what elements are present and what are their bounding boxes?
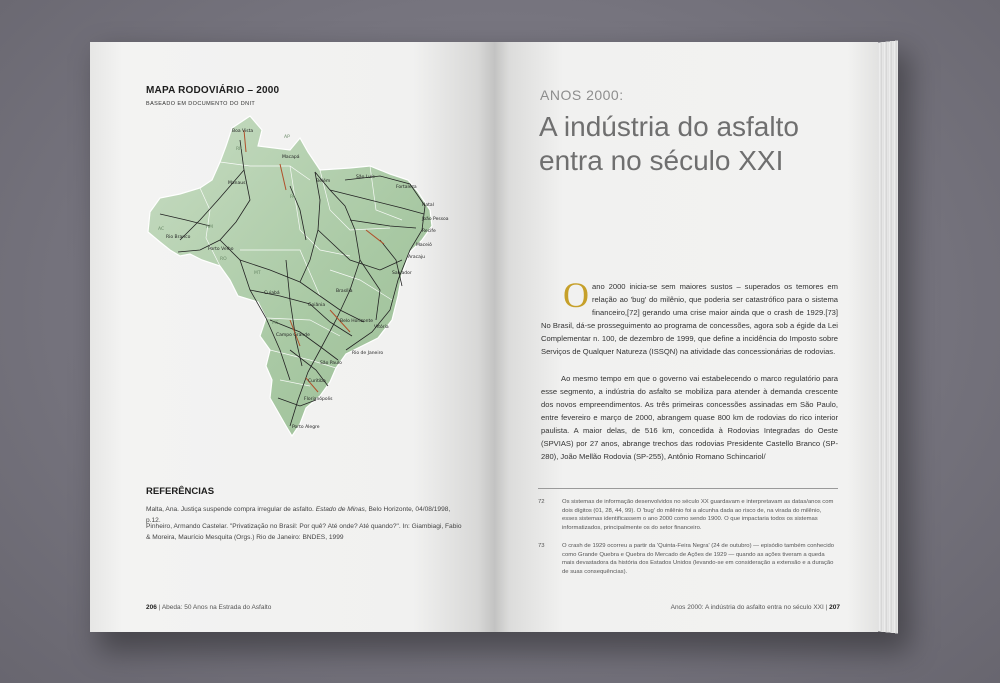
running-title-left: Abeda: 50 Anos na Estrada do Asfalto — [161, 604, 272, 611]
map-label-goiania: Goiânia — [308, 303, 326, 308]
map-label-fortaleza: Fortaleza — [396, 185, 417, 190]
map-label-campo-grande: Campo Grande — [276, 333, 310, 338]
reference-item: Malta, Ana. Justiça suspende compra irregular de asfalto. Estado de Minas, Belo Horizonte, 04/08/1998, p.12. — [146, 506, 451, 524]
map-label-boa-vista: Boa Vista — [232, 129, 254, 134]
map-label-rr: RR — [236, 147, 243, 152]
map-label-manaus: Manaus — [228, 181, 246, 186]
map-label-vitoria: Vitória — [374, 325, 389, 330]
paragraph-1: Oano 2000 inicia-se sem maiores sustos – superados os temores em relação ao 'bug' do milênio, que poderia ser catastrófico para o sistema financeiro,[72] gerando uma crise maior ainda que o crash de 1929.[73] No Brasil, dá-se prosseguimento ao programa de concessões, agora sob a égide da Lei Complementar n. 100, de dezembro de 1999, que define a incidência do Imposto sobre Serviços de Qualquer Natureza (ISSQN) na atividade das concessionárias de rodovias. — [541, 275, 838, 357]
map-label-florianopolis: Florianópolis — [304, 397, 333, 402]
map-label-pa: PA — [290, 195, 296, 200]
map-label-belo-horizonte: Belo Horizonte — [340, 319, 374, 324]
map-label-macapa: Macapá — [282, 155, 300, 160]
map-label-porto-alegre: Porto Alegre — [292, 425, 320, 430]
map-label-salvador: Salvador — [392, 271, 412, 276]
map-title: MAPA RODOVIÁRIO – 2000 — [146, 85, 280, 96]
brazil-road-map — [140, 110, 449, 445]
map-label-ms: MS — [272, 321, 279, 326]
map-label-mt: MT — [254, 271, 261, 276]
paragraph-2: Ao mesmo tempo em que o governo vai estabelecendo o marco regulatório para esse segmento, a indústria do asfalto se mobiliza para atender à demanda crescente dos novos empreendimentos. As três primeiras concessões assinadas em São Paulo, entre fevereiro e março de 2000, abrangem quase 800 km de rodovias do rico interior paulista. A maior delas, de 516 km, concedida à Rodovias Integradas do Oeste (SPVIAS) por 27 anos, abrange trechos das rodovias Presidente Castello Branco (SP-280), João Mellão Rodovia (SP-255), Antônio Romano Schincariol/ — [541, 373, 838, 462]
footnote-73: 73 O crash de 1929 ocorreu a partir da 'Quinta-Feira Negra' (24 de outubro) — episódio também conhecido como Grande Quebra e Quebra do Mercado de Ações de 1929 — quando as ações tiveram a queda mais devastadora da história dos Estados Unidos (levando-se em consideração a extensão e a duração de suas consequências). — [538, 543, 835, 575]
map-label-maceio: Maceió — [416, 243, 432, 248]
page-number-right: 207 — [829, 604, 840, 611]
chapter-headline: A indústria do asfalto entra no século XXI — [539, 111, 799, 176]
map-label-rio-de-janeiro: Rio de Janeiro — [352, 351, 384, 356]
map-label-ap: AP — [284, 135, 290, 140]
chapter-kicker: ANOS 2000: — [540, 87, 624, 103]
reference-item: Pinheiro, Armando Castelar. "Privatização no Brasil: Por quê? Até onde? Até quando?". In: Giambiagi, Fabio & Moreira, Maurício Mesquita (Orgs.) Rio de Janeiro: BNDES, 1999 — [146, 523, 462, 541]
map-label-sao-paulo: São Paulo — [320, 361, 342, 366]
footnote-divider — [538, 488, 838, 489]
map-label-natal: Natal — [422, 203, 434, 208]
drop-cap: O — [563, 275, 589, 315]
footnote-72: 72 Os sistemas de informação desenvolvidos no século XX guardavam e interpretavam as datas/anos com dois dígitos (01, 28, 44, 99). O 'bug' do milênio foi a alcunha dada ao risco de, na virada do milênio, esses sistemas identificassem o ano 2000 como sendo 1900. O que impactaria todos os sistemas informatizados, principalmente os do setor financeiro. — [538, 499, 834, 531]
map-label-sao-luis: São Luís — [356, 175, 375, 180]
map-label-brasilia: Brasília — [336, 289, 353, 294]
map-label-belem: Belém — [316, 179, 331, 184]
page-number-left: 206 — [146, 604, 157, 611]
map-label-porto-velho: Porto Velho — [208, 247, 234, 252]
map-label-cuiaba: Cuiabá — [264, 291, 280, 296]
map-label-rio-branco: Rio Branco — [166, 235, 191, 240]
brazil-landmass — [148, 116, 432, 436]
map-label-recife: Recife — [422, 229, 436, 234]
map-label-curitiba: Curitiba — [308, 379, 326, 384]
map-label-am: AM — [206, 225, 213, 230]
footer-right: Anos 2000: A indústria do asfalto entra no século XXI | 207 — [670, 604, 840, 611]
map-label-ro: RO — [220, 257, 227, 262]
map-label-aracaju: Aracaju — [408, 255, 426, 260]
map-label-joao-pessoa: João Pessoa — [422, 217, 449, 222]
references-heading: REFERÊNCIAS — [146, 486, 215, 497]
running-title-right: Anos 2000: A indústria do asfalto entra no século XXI — [670, 604, 824, 611]
body-text — [541, 275, 838, 463]
map-subtitle: BASEADO EM DOCUMENTO DO DNIT — [146, 101, 256, 107]
footer-left: 206 | Abeda: 50 Anos na Estrada do Asfalto — [146, 604, 272, 611]
map-label-ac: AC — [158, 227, 165, 232]
